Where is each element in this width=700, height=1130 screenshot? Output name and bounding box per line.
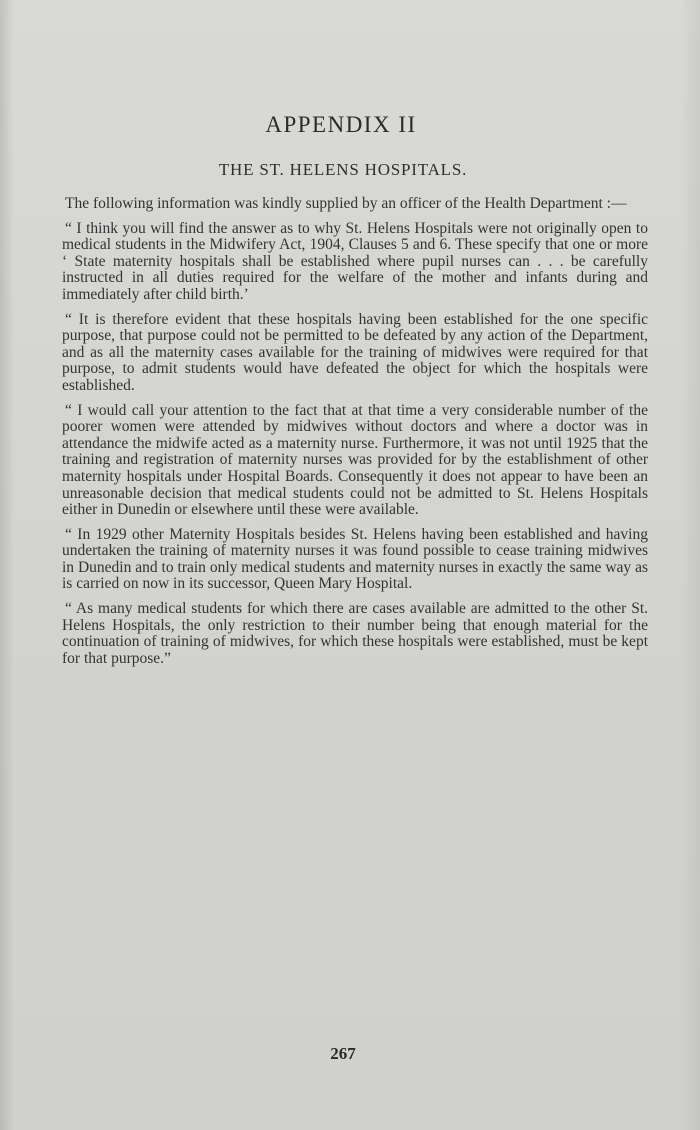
paragraph-poorer-women: “ I would call your attention to the fact that at that time a very considerable number of the poorer women were attended by midwives without doctors and where a doctor was in attendance the midwife acted as a maternity nurse. Furthermore, it was not until 1925 that the training and registration of maternity nurses was provided for by the establishment of other maternity hospitals under Hospital Boards. Consequently it does not appear to have been an unreasonable decision that medical students could not be admitted to St. Helens Hospitals either in Dunedin or elsewhere until these were available. [62, 401, 648, 519]
appendix-title: APPENDIX II [265, 112, 417, 137]
paragraph-restriction: “ As many medical students for which there are cases available are admitted to the other St. Helens Hospitals, the only restriction to their number being that enough material for the continuation of training of midwives, for which these hospitals were established, must be kept for that purpose.” [62, 600, 648, 667]
page-number: 267 [330, 1044, 356, 1063]
body-text [62, 196, 648, 675]
paragraph-intro: The following information was kindly supplied by an officer of the Health Department :— [65, 195, 627, 212]
paragraph-1929: “ In 1929 other Maternity Hospitals besides St. Helens having been established and having undertaken the training of maternity nurses it was found possible to cease training midwives in Dunedin and to train only medical students and maternity nurses in exactly the same way as is carried on now in its successor, Queen Mary Hospital. [62, 525, 648, 593]
paragraph-midwifery-act: “ I think you will find the answer as to why St. Helens Hospitals were not originally open to medical students in the Midwifery Act, 1904, Clauses 5 and 6. These specify that one or more ‘ State maternity hospitals shall be established where pupil nurses can . . . be carefully instructed in all duties required for the welfare of the mother and infants during and immediately after child birth.’ [62, 219, 648, 303]
paragraph-specific-purpose: “ It is therefore evident that these hospitals having been established for the one specific purpose, that purpose could not be permitted to be defeated by any action of the Department, and as all the maternity cases available for the training of midwives were required for that purpose, to admit students would have defeated the object for which the hospitals were established. [62, 310, 648, 394]
section-title: THE ST. HELENS HOSPITALS. [218, 160, 468, 179]
